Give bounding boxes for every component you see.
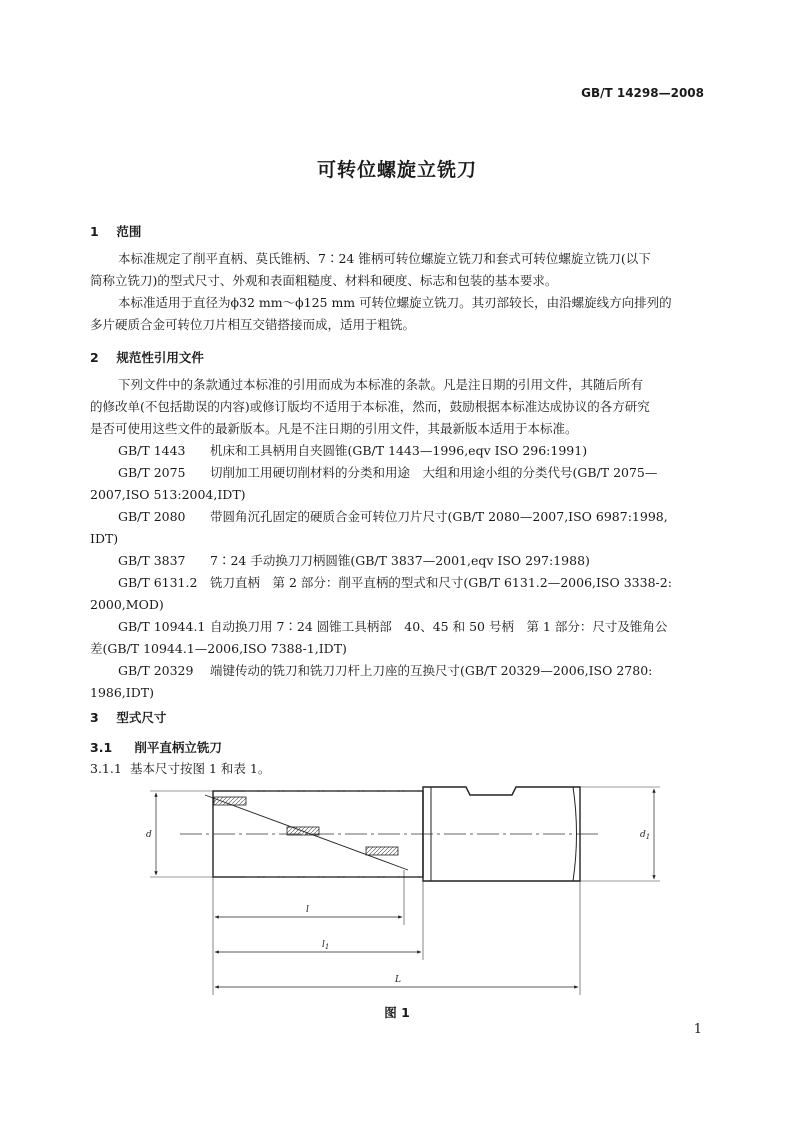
insert — [214, 797, 246, 805]
subsection-number: 3.1 — [90, 740, 113, 755]
reference-title: 机床和工具柄用自夹圆锥(GB/T 1443—1996,eqv ISO 296:1991) — [210, 443, 588, 458]
reference-code: GB/T 1443 — [118, 443, 186, 458]
reference-title: 端键传动的铣刀和铣刀刀杆上刀座的互换尺寸(GB/T 20329—2006,ISO 2780: — [210, 663, 653, 678]
section-title: 型式尺寸 — [116, 710, 167, 725]
reference-code: GB/T 20329 — [118, 663, 194, 678]
section-number: 1 — [90, 224, 99, 239]
reference-code: GB/T 2075 — [118, 465, 186, 480]
reference-title: 铣刀直柄 第 2 部分：削平直柄的型式和尺寸(GB/T 6131.2—2006,ISO 3338-2: — [210, 575, 672, 590]
reference-title: 带圆角沉孔固定的硬质合金可转位刀片尺寸(GB/T 2080—2007,ISO 6987:1998, — [210, 509, 668, 524]
subsection-title: 削平直柄立铣刀 — [134, 740, 222, 755]
reference-continuation: IDT) — [90, 531, 119, 546]
reference-continuation: 1986,IDT) — [90, 685, 154, 700]
paragraph-line: 是否可使用这些文件的最新版本。凡是不注日期的引用文件，其最新版本适用于本标准。 — [90, 421, 578, 436]
paragraph-line: 简称立铣刀)的型式尺寸、外观和表面粗糙度、材料和硬度、标志和包装的基本要求。 — [90, 273, 558, 288]
insert — [366, 847, 398, 855]
page-number: 1 — [693, 1022, 702, 1037]
paragraph-line: 的修改单(不包括勘误的内容)或修订版均不适用于本标准，然而，鼓励根据本标准达成协议的各方研究 — [90, 399, 650, 414]
reference-code: GB/T 3837 — [118, 553, 186, 568]
paragraph-line: 本标准适用于直径为ϕ32 mm～ϕ125 mm 可转位螺旋立铣刀。其刃部较长，由沿螺旋线方向排列的 — [118, 295, 672, 310]
section-title: 规范性引用文件 — [116, 350, 204, 365]
shank-chamfer — [573, 787, 577, 881]
paragraph-line: 本标准规定了削平直柄、莫氏锥柄、7∶24 锥柄可转位螺旋立铣刀和套式可转位螺旋立铣刀(以下 — [118, 251, 651, 266]
label-d: d — [146, 830, 152, 840]
clause-text: 基本尺寸按图 1 和表 1。 — [130, 761, 271, 776]
label-l1: $l_1$ — [322, 940, 330, 951]
paragraph-line: 多片硬质合金可转位刀片相互交错搭接而成，适用于粗铣。 — [90, 317, 416, 332]
section-number: 3 — [90, 710, 99, 725]
section-number: 2 — [90, 350, 99, 365]
reference-continuation: 2007,ISO 513:2004,IDT) — [90, 487, 246, 502]
standard-number: GB/T 14298—2008 — [581, 86, 704, 100]
figure-caption: 图 1 — [384, 1005, 410, 1020]
reference-code: GB/T 2080 — [118, 509, 186, 524]
label-L: L — [395, 975, 401, 985]
label-l: l — [306, 905, 309, 915]
section-title: 范围 — [116, 224, 142, 239]
reference-continuation: 差(GB/T 10944.1—2006,ISO 7388-1,IDT) — [90, 641, 347, 656]
clause-number: 3.1.1 — [90, 761, 122, 776]
reference-title: 7∶24 手动换刀刀柄圆锥(GB/T 3837—2001,eqv ISO 297:1988) — [210, 553, 590, 568]
reference-title: 切削加工用硬切削材料的分类和用途 大组和用途小组的分类代号(GB/T 2075— — [210, 465, 658, 480]
label-d1: $d_1$ — [640, 830, 651, 841]
paragraph-line: 下列文件中的条款通过本标准的引用而成为本标准的条款。凡是注日期的引用文件，其随后所有 — [118, 377, 644, 392]
insert — [287, 827, 319, 835]
reference-continuation: 2000,MOD) — [90, 597, 164, 612]
reference-title: 自动换刀用 7∶24 圆锥工具柄部 40、45 和 50 号柄 第 1 部分：尺寸及锥角公 — [210, 619, 668, 634]
reference-code: GB/T 6131.2 — [118, 575, 198, 590]
reference-code: GB/T 10944.1 — [118, 619, 206, 634]
document-title: 可转位螺旋立铣刀 — [316, 159, 477, 181]
